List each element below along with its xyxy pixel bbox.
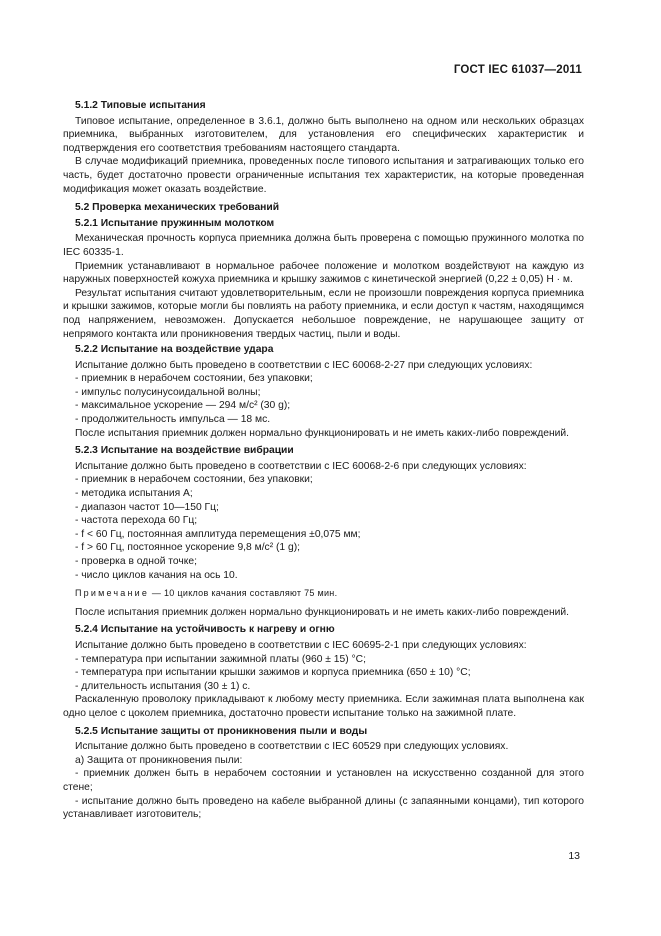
list-item: - продолжительность импульса — 18 мс. [75,414,271,426]
paragraph: Испытание должно быть проведено в соответствии с IEC 60068-2-6 при следующих условиях: [75,460,527,472]
list-item: - f > 60 Гц, постоянное ускорение 9,8 м/с² (1 g); [75,542,301,554]
note-label: Примечание [75,588,150,599]
section-heading-5-2: 5.2 Проверка механических требований [75,202,280,214]
paragraph: Испытание должно быть проведено в соответствии с IEC 60068-2-27 при следующих условиях: [75,359,533,371]
list-item: - испытание должно быть проведено на кабеле выбранной длины (с запаянными концами), тип которого устанавливает изготовитель; [63,795,584,821]
list-item: - проверка в одной точке; [75,556,197,567]
list-item: - приемник в нерабочем состоянии, без упаковки; [75,373,313,385]
document-body [63,97,584,822]
paragraph: Результат испытания считают удовлетворительным, если не произошли повреждения корпуса приемника и крышки зажимов, которые могли бы повлиять на работу приемника, и если доступ к частям, находящимся под напряжением, невозможен. Допускается небольшое повреждение, не нарушающее защиту от непрямого контакта или проникновения твердых частиц, пыли и воды. [63,287,584,340]
paragraph: В случае модификаций приемника, проведенных после типового испытания и затрагивающих только его часть, будет достаточно провести ограниченные испытания тех характеристик, на которые проведенная модификация может оказать воздействие. [63,156,584,195]
paragraph: Испытание должно быть проведено в соответствии с IEC 60529 при следующих условиях. [75,741,509,753]
list-item: - длительность испытания (30 ± 1) с. [75,680,251,692]
list-item: - температура при испытании крышки зажимов и корпуса приемника (650 ± 10) °С; [75,667,471,679]
list-item: - импульс полусинусоидальной волны; [75,386,261,398]
paragraph: Механическая прочность корпуса приемника должна быть проверена с помощью пружинного молотка по IEC 60335-1. [63,233,584,258]
list-item: - температура при испытании зажимной платы (960 ± 15) °С; [75,653,366,665]
note [63,587,584,601]
list-item: - диапазон частот 10—150 Гц; [75,501,219,513]
paragraph: Типовое испытание, определенное в 3.6.1, должно быть выполнено на одном или нескольких образцах приемника, выбранных изготовителем, для установления его специфических характеристик и подтверждения его соответствия требованиям настоящего стандарта. [63,115,584,154]
list-item: - приемник должен быть в нерабочем состоянии и установлен на искусственно созданной для этого стене; [63,768,584,793]
paragraph: Приемник устанавливают в нормальное рабочее положение и молотком воздействуют на каждую из наружных поверхностей кожуха приемника и крышку зажимов с кинетической энергией (0,22 ± 0,05) Н · м. [63,260,584,286]
list-item: - число циклов качания на ось 10. [75,569,238,581]
paragraph: Испытание должно быть проведено в соответствии с IEC 60695-2-1 при следующих условиях: [75,639,527,651]
list-item: - f < 60 Гц, постоянная амплитуда перемещения ±0,075 мм; [75,528,361,540]
section-heading-5-2-4: 5.2.4 Испытание на устойчивость к нагреву и огню [75,624,335,636]
list-item: - методика испытания А; [75,488,193,500]
note-text: — 10 циклов качания составляют 75 мин. [149,588,338,599]
section-heading-5-2-2: 5.2.2 Испытание на воздействие удара [75,344,274,356]
paragraph: Раскаленную проволоку прикладывают к любому месту приемника. Если зажимная плата выполнена как одно целое с цоколем приемника, достаточно провести испытание только на зажимной плате. [63,694,584,719]
page-number: 13 [568,850,580,862]
paragraph: После испытания приемник должен нормально функционировать и не иметь каких-либо повреждений. [75,606,570,618]
list-item: - частота перехода 60 Гц; [75,515,198,527]
paragraph: После испытания приемник должен нормально функционировать и не иметь каких-либо повреждений. [75,427,570,439]
list-item: - максимальное ускорение — 294 м/с² (30 g); [75,400,291,412]
section-heading-5-2-1: 5.2.1 Испытание пружинным молотком [75,217,275,229]
section-heading-5-2-5: 5.2.5 Испытание защиты от проникновения пыли и воды [75,725,368,737]
section-heading-5-1-2: 5.1.2 Типовые испытания [75,100,206,111]
document-header: ГОСТ IEC 61037—2011 [453,64,582,76]
list-item: а) Защита от проникновения пыли: [75,754,243,766]
section-heading-5-2-3: 5.2.3 Испытание на воздействие вибрации [75,445,294,457]
list-item: - приемник в нерабочем состоянии, без упаковки; [75,474,313,486]
